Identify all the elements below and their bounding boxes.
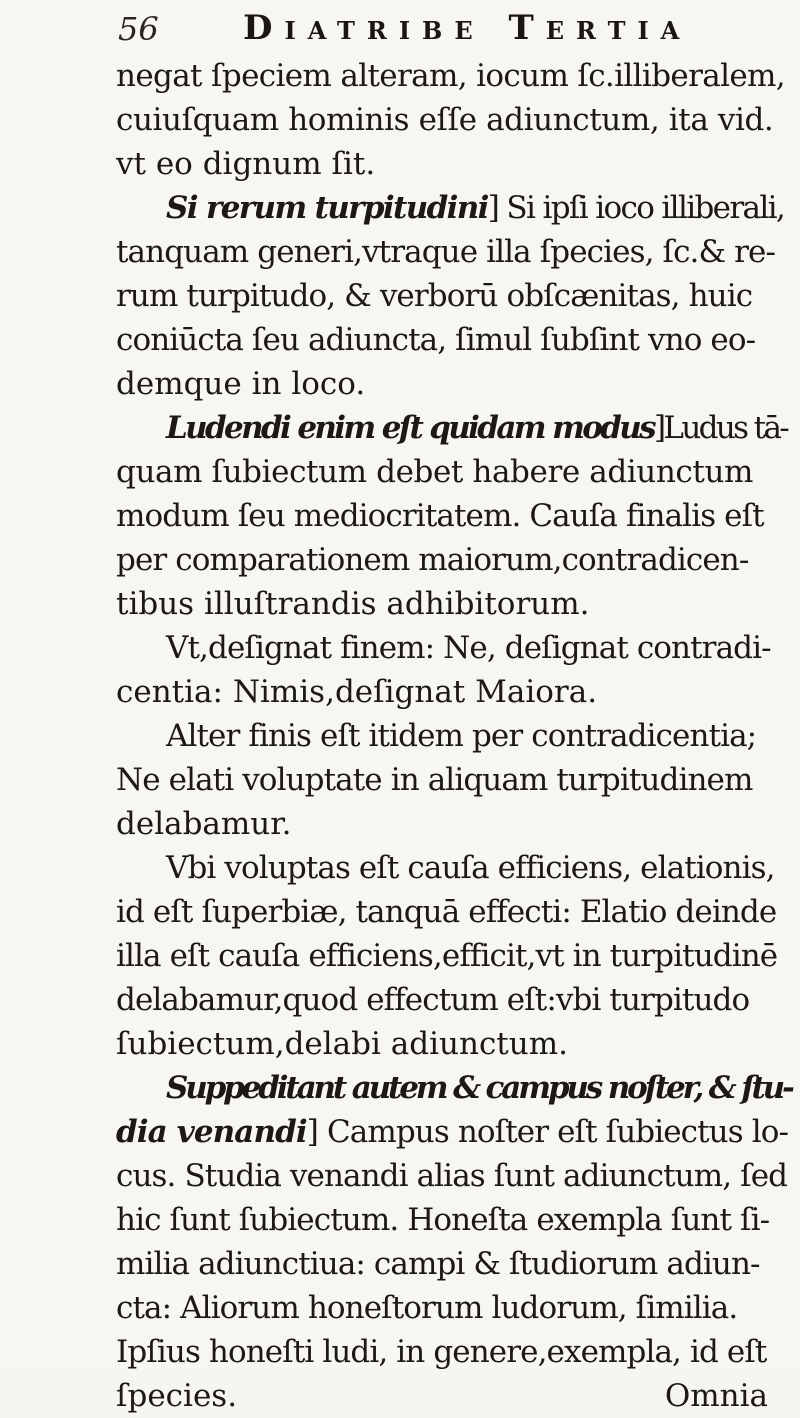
text-line: rum turpitudo, & verborū obſcænitas, huic bbox=[116, 278, 753, 314]
running-head: Diatribe Tertia bbox=[243, 8, 692, 48]
text-line: Si rerum turpitudini] Si ipſi ioco illiberali, bbox=[166, 190, 785, 226]
text-line bbox=[116, 1066, 792, 1110]
text-line: ſpecies. Omnia bbox=[116, 1374, 792, 1418]
text-line: tanquam generi,vtraque illa ſpecies, ſc.& re- bbox=[116, 234, 776, 270]
text-line: id eſt ſuperbiæ, tanquā effecti: Elatio deinde bbox=[116, 894, 777, 930]
text-line: negat ſpeciem alteram, iocum ſc.illiberalem, bbox=[116, 58, 785, 94]
text-line: Alter finis eſt itidem per contradicentia; bbox=[166, 718, 757, 754]
text-line: dia venandi] Campus noſter eſt ſubiectus lo- bbox=[116, 1114, 789, 1150]
text-line: illa eſt cauſa efficiens,efficit,vt in turpitudinē bbox=[116, 938, 778, 974]
text-line: Vt,deſignat finem: Ne, deſignat contradi- bbox=[166, 630, 771, 666]
text-line: milia adiunctiua: campi & ſtudiorum adiun- bbox=[116, 1246, 760, 1282]
lemma: Si rerum turpitudini bbox=[166, 190, 488, 226]
body-text bbox=[116, 54, 792, 1418]
page-number: 56 bbox=[118, 10, 159, 48]
text-line: delabamur. bbox=[116, 806, 292, 842]
lemma: Suppeditant autem & campus noſter, & ſtu- bbox=[166, 1070, 792, 1106]
text-line: delabamur,quod effectum eſt:vbi turpitudo bbox=[116, 982, 750, 1018]
text-line: centia: Nimis,deſignat Maiora. bbox=[116, 674, 598, 710]
text-line: Vbi voluptas eſt cauſa efficiens, elationis, bbox=[166, 850, 775, 886]
page-header bbox=[118, 6, 778, 50]
text-line: vt eo dignum ſit. bbox=[116, 146, 376, 182]
text-line: cuiuſquam hominis eſſe adiunctum, ita vid. bbox=[116, 102, 774, 138]
text-line: ſubiectum,delabi adiunctum. bbox=[116, 1026, 568, 1062]
text-line: quam ſubiectum debet habere adiunctum bbox=[116, 454, 754, 490]
lemma: dia venandi bbox=[116, 1114, 307, 1150]
text-line: Ne elati voluptate in aliquam turpitudinem bbox=[116, 762, 753, 798]
text-line: demque in loco. bbox=[116, 366, 366, 402]
text-line: Ipſius honeſti ludi, in genere,exempla, id eſt bbox=[116, 1334, 767, 1370]
text-line: cus. Studia venandi alias ſunt adiunctum, ſed bbox=[116, 1158, 788, 1194]
text-line: coniūcta ſeu adiuncta, ſimul ſubſint vno eo- bbox=[116, 322, 756, 358]
text-line: tibus illuſtrandis adhibitorum. bbox=[116, 586, 590, 622]
text-line: hic ſunt ſubiectum. Honeſta exempla ſunt ſi- bbox=[116, 1202, 770, 1238]
catchword: Omnia bbox=[664, 1378, 768, 1414]
lemma: Ludendi enim eſt quidam modus bbox=[166, 410, 654, 446]
text-line: Ludendi enim eſt quidam modus]Ludus tā- bbox=[166, 410, 788, 446]
text-line: cta: Aliorum honeſtorum ludorum, ſimilia. bbox=[116, 1290, 738, 1326]
text-line: modum ſeu mediocritatem. Cauſa finalis eſt bbox=[116, 498, 764, 534]
text-line: per comparationem maiorum,contradicen- bbox=[116, 542, 749, 578]
